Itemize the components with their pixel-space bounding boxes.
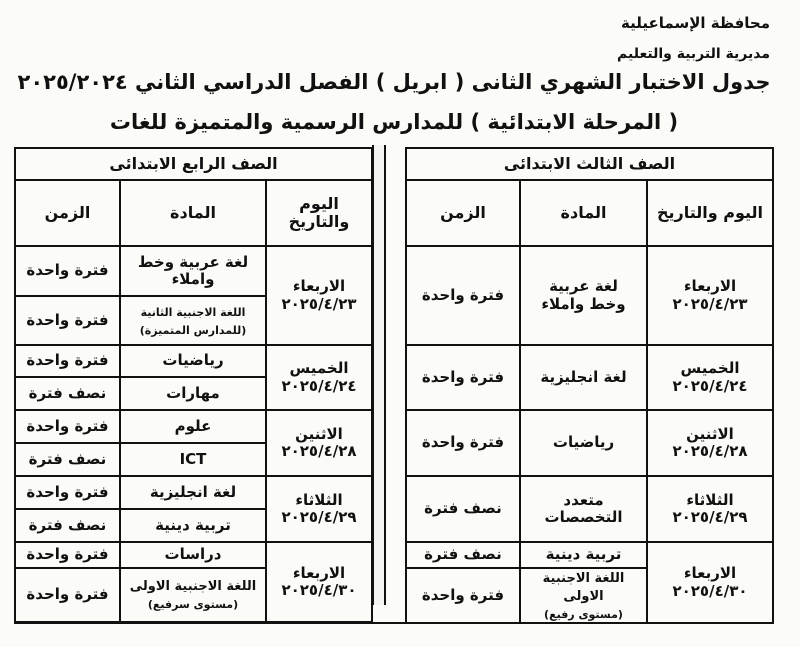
grade4-col-day: اليوم والتاريخ [266, 180, 372, 246]
grade4-title: الصف الرابع الابتدائى [15, 148, 372, 180]
grade3-title: الصف الثالث الابتدائى [406, 148, 773, 180]
grade4-table [14, 147, 373, 623]
directorate-label: مديرية التربية والتعليم [617, 46, 770, 62]
time-cell: فترة واحدة [15, 568, 120, 622]
subject-cell: اللغة الاجنبية الثانية (للمدارس المتميزة) [120, 296, 266, 345]
governorate-label: محافظة الإسماعيلية [621, 14, 770, 32]
schedule-subtitle: ( المرحلة الابتدائية ) للمدارس الرسمية والمتميزة للغات [109, 110, 679, 134]
time-cell: فترة واحدة [15, 410, 120, 443]
time-cell: فترة واحدة [406, 568, 520, 623]
table-row [15, 410, 372, 443]
grade3-col-time: الزمن [406, 180, 520, 246]
subject-cell: لغة انجليزية [520, 345, 647, 410]
grade4-col-time: الزمن [15, 180, 120, 246]
time-cell: نصف فترة [406, 476, 520, 542]
table-row [406, 542, 773, 568]
time-cell: فترة واحدة [15, 476, 120, 509]
time-cell: فترة واحدة [406, 246, 520, 345]
table-row [15, 476, 372, 509]
table-row [406, 476, 773, 542]
table-row [406, 246, 773, 345]
day-cell: الاثنين ٢٠٢٥/٤/٢٨ [266, 410, 372, 476]
day-cell: الخميس ٢٠٢٥/٤/٢٤ [647, 345, 773, 410]
subject-cell: تربية دينية [520, 542, 647, 568]
subject-cell: ICT [120, 443, 266, 476]
subject-cell: اللغة الاجنبية الاولى (مستوى رفيع) [520, 568, 647, 623]
table-row [15, 345, 372, 377]
table-row [406, 345, 773, 410]
schedule-title: جدول الاختبار الشهري الثانى ( ابريل ) الفصل الدراسي الثاني ٢٠٢٥/٢٠٢٤ [17, 70, 771, 94]
time-cell: فترة واحدة [15, 542, 120, 568]
column-divider [372, 145, 386, 605]
day-cell: الثلاثاء ٢٠٢٥/٤/٢٩ [647, 476, 773, 542]
table-row [406, 410, 773, 476]
day-cell: الثلاثاء ٢٠٢٥/٤/٢٩ [266, 476, 372, 542]
subject-cell: تربية دينية [120, 509, 266, 542]
subject-cell: دراسات [120, 542, 266, 568]
day-cell: الاربعاء ٢٠٢٥/٤/٣٠ [266, 542, 372, 622]
day-cell: الاثنين ٢٠٢٥/٤/٢٨ [647, 410, 773, 476]
subject-cell: لغة عربية وخط واملاء [120, 246, 266, 296]
table-row [15, 246, 372, 296]
grade3-col-subject: المادة [520, 180, 647, 246]
day-cell: الاربعاء ٢٠٢٥/٤/٢٣ [266, 246, 372, 345]
subject-cell: متعدد التخصصات [520, 476, 647, 542]
time-cell: فترة واحدة [15, 246, 120, 296]
time-cell: فترة واحدة [15, 345, 120, 377]
subject-cell: رياضيات [520, 410, 647, 476]
time-cell: فترة واحدة [15, 296, 120, 345]
bottom-rule [14, 622, 774, 624]
subject-cell: رياضيات [120, 345, 266, 377]
grade3-table [405, 147, 774, 624]
subject-cell: علوم [120, 410, 266, 443]
subject-cell: اللغة الاجنبية الاولى (مستوى سرفيع) [120, 568, 266, 622]
day-cell: الاربعاء ٢٠٢٥/٤/٢٣ [647, 246, 773, 345]
grade3-col-day: اليوم والتاريخ [647, 180, 773, 246]
day-cell: الخميس ٢٠٢٥/٤/٢٤ [266, 345, 372, 410]
grade4-col-subject: المادة [120, 180, 266, 246]
time-cell: نصف فترة [15, 377, 120, 410]
subject-cell: لغة عربية وخط واملاء [520, 246, 647, 345]
day-cell: الاربعاء ٢٠٢٥/٤/٣٠ [647, 542, 773, 623]
time-cell: نصف فترة [406, 542, 520, 568]
subject-cell: لغة انجليزية [120, 476, 266, 509]
time-cell: فترة واحدة [406, 410, 520, 476]
table-row [15, 542, 372, 568]
time-cell: فترة واحدة [406, 345, 520, 410]
subject-cell: مهارات [120, 377, 266, 410]
time-cell: نصف فترة [15, 509, 120, 542]
time-cell: نصف فترة [15, 443, 120, 476]
